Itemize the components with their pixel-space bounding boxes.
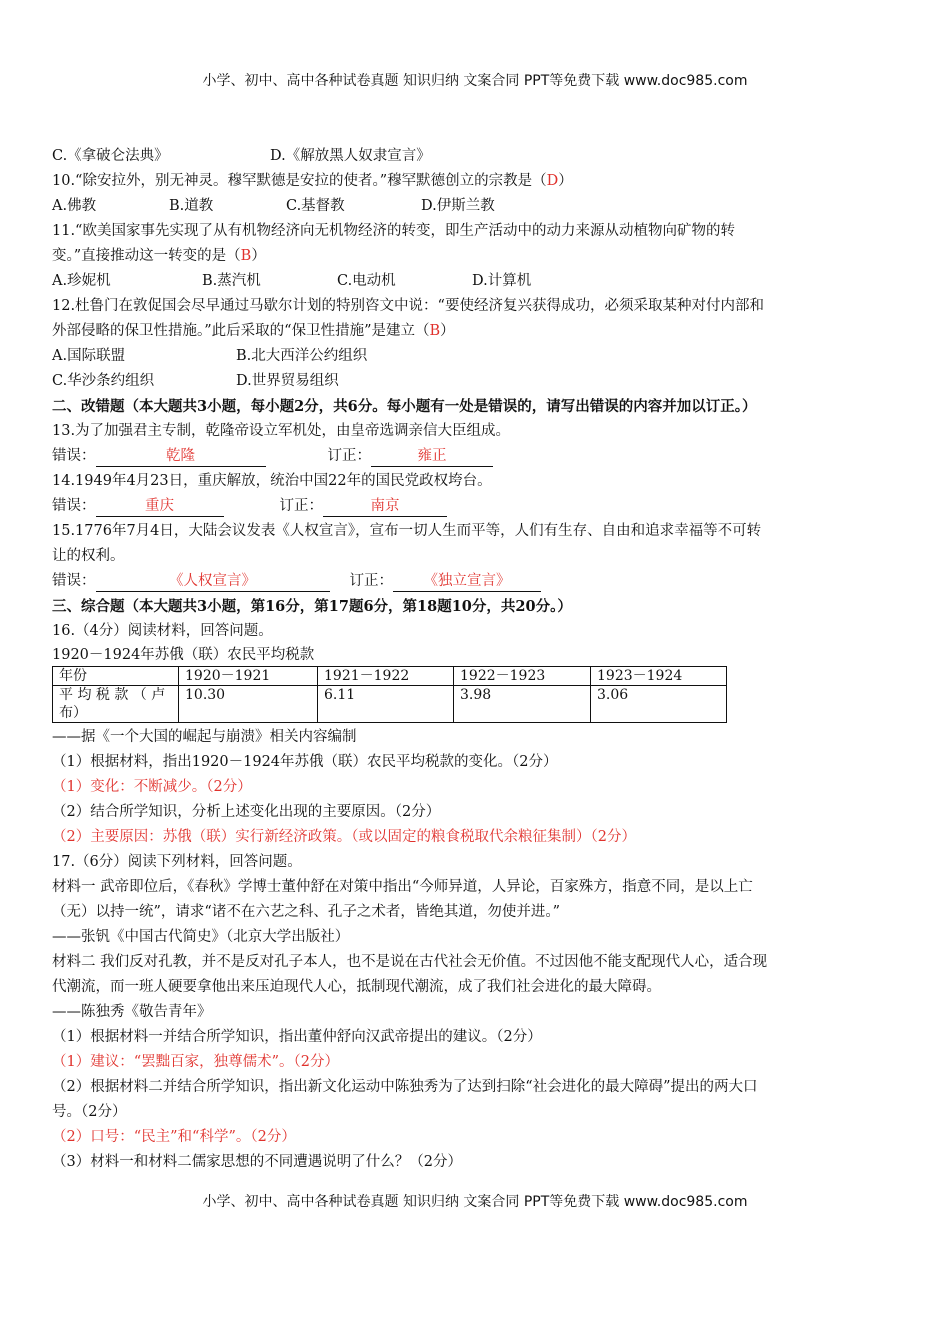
q14-fix: 南京 (323, 496, 447, 517)
table-cell: 10.30 (179, 686, 318, 723)
q17-material1-line2: （无）以持一统”，请求“诸不在六艺之科、孔子之术者，皆绝其道，勿使并进。” (52, 904, 560, 920)
q17-sub3: （3）材料一和材料二儒家思想的不同遭遇说明了什么？（2分） (52, 1154, 462, 1170)
q17-material2-line2: 代潮流，而一班人硬要拿他出来压迫现代人心，抵制现代潮流，成了我们社会进化的最大障碍。 (52, 979, 661, 995)
q9-option-d: D.《解放黑人奴隶宣言》 (270, 148, 431, 164)
q12-option-d: D.世界贸易组织 (236, 373, 339, 389)
table-header-cell: 年份 (53, 667, 179, 686)
table-header-cell: 1923－1924 (591, 667, 727, 686)
table-header-cell: 1921－1922 (318, 667, 454, 686)
q16-answer2: （2）主要原因：苏俄（联）实行新经济政策。（或以固定的粮食税取代余粮征集制）（2分） (52, 829, 636, 845)
q16-table-title: 1920－1924年苏俄（联）农民平均税款 (52, 647, 315, 663)
q17-material2-line1: 材料二 我们反对孔教，并不是反对孔子本人，也不是说在古代社会无价值。不过因他不能支配现代人心，适合现 (52, 954, 768, 970)
exam-content (52, 144, 900, 1175)
q13-fix: 雍正 (371, 446, 493, 467)
q16-sub2: （2）结合所学知识，分析上述变化出现的主要原因。（2分） (52, 804, 441, 820)
section2-title: 二、改错题（本大题共3小题，每小题2分，共6分。每小题有一处是错误的，请写出错误的内容并加以订正。） (52, 398, 757, 415)
q10-options (52, 194, 900, 219)
q12-option-a: A.国际联盟 (52, 348, 126, 364)
q17-answer2: （2）口号：“民主”和“科学”。（2分） (52, 1129, 296, 1145)
table-header-cell: 1922－1923 (454, 667, 591, 686)
q17-material2-source: ——陈独秀《敬告青年》 (52, 1004, 212, 1020)
q17-intro: 17.（6分）阅读下列材料，回答问题。 (52, 854, 302, 870)
q17-material1-source: ——张钒《中国古代简史》（北京大学出版社） (52, 929, 350, 945)
q12-stem-line1: 12.杜鲁门在敦促国会尽早通过马歇尔计划的特别咨文中说：“要使经济复兴获得成功，必须采取某种对付内部和 (52, 298, 764, 314)
q15-stem-line1: 15.1776年7月4日，大陆会议发表《人权宣言》，宣布一切人生而平等，人们有生存、自由和追求幸福等不可转 (52, 523, 762, 539)
q13-stem: 13.为了加强君主专制，乾隆帝设立军机处，由皇帝选调亲信大臣组成。 (52, 423, 511, 439)
q12-stem-line2: 外部侵略的保卫性措施。”此后采取的“保卫性措施”是建立（B） (52, 323, 455, 339)
q11-option-c: C.电动机 (337, 273, 396, 289)
table-row (53, 686, 727, 723)
q12-option-b: B.北大西洋公约组织 (236, 348, 368, 364)
q10-option-d: D.伊斯兰教 (421, 198, 495, 214)
q11-options (52, 269, 900, 294)
q11-answer: B (240, 248, 252, 264)
table-cell: 6.11 (318, 686, 454, 723)
q12-options-cd (52, 369, 900, 394)
q10-answer: D (546, 173, 559, 189)
table-header-row (53, 667, 727, 686)
q14-answer-line: 错误： 重庆 订正： 南京 (52, 494, 900, 519)
q14-error: 重庆 (96, 496, 224, 517)
table-row-label: 平 均 税 款 （ 卢 布） (53, 686, 179, 723)
q16-sub1: （1）根据材料，指出1920－1924年苏俄（联）农民平均税款的变化。（2分） (52, 754, 558, 770)
q12-options-ab (52, 344, 900, 369)
q17-material1-line1: 材料一 武帝即位后，《春秋》学博士董仲舒在对策中指出“今师异道，人异论，百家殊方，指意不同，是以上亡 (52, 879, 753, 895)
q17-sub1: （1）根据材料一并结合所学知识，指出董仲舒向汉武帝提出的建议。（2分） (52, 1029, 542, 1045)
q12-answer: B (429, 323, 441, 339)
q10-stem: 10.“除安拉外，别无神灵。穆罕默德是安拉的使者。”穆罕默德创立的宗教是（D） (52, 173, 573, 189)
q10-option-b: B.道教 (169, 198, 214, 214)
section3-title: 三、综合题（本大题共3小题，第16分，第17题6分，第18题10分，共20分。） (52, 598, 572, 615)
q11-stem-line1: 11.“欧美国家事先实现了从有机物经济向无机物经济的转变，即生产活动中的动力来源从动植物向矿物的转 (52, 223, 735, 239)
q11-option-b: B.蒸汽机 (202, 273, 261, 289)
q16-answer1: （1）变化：不断减少。（2分） (52, 779, 252, 795)
q15-answer-line: 错误： 《人权宣言》 订正： 《独立宣言》 (52, 569, 900, 594)
q14-stem: 14.1949年4月23日，重庆解放，统治中国22年的国民党政权垮台。 (52, 473, 492, 489)
tax-table (52, 666, 727, 723)
q17-sub2-line2: 号。（2分） (52, 1104, 127, 1120)
q16-source: ——据《一个大国的崛起与崩溃》相关内容编制 (52, 729, 357, 745)
q17-sub2-line1: （2）根据材料二并结合所学知识，指出新文化运动中陈独秀为了达到扫除“社会进化的最大障碍”提出的两大口 (52, 1079, 758, 1095)
q10-option-c: C.基督教 (286, 198, 345, 214)
q9-option-c: C.《拿破仑法典》 (52, 148, 169, 164)
q17-answer1: （1）建议：“罢黜百家，独尊儒术”。（2分） (52, 1054, 340, 1070)
table-cell: 3.98 (454, 686, 591, 723)
table-cell: 3.06 (591, 686, 727, 723)
q11-option-a: A.珍妮机 (52, 273, 111, 289)
q13-error: 乾隆 (96, 446, 266, 467)
q16-intro: 16.（4分）阅读材料，回答问题。 (52, 623, 273, 639)
table-header-cell: 1920－1921 (179, 667, 318, 686)
q12-option-c: C.华沙条约组织 (52, 373, 155, 389)
q15-fix: 《独立宣言》 (393, 571, 541, 592)
q10-option-a: A.佛教 (52, 198, 97, 214)
q13-answer-line: 错误： 乾隆 订正： 雍正 (52, 444, 900, 469)
q15-error: 《人权宣言》 (96, 571, 330, 592)
q11-option-d: D.计算机 (472, 273, 532, 289)
page-header: 小学、初中、高中各种试卷真题 知识归纳 文案合同 PPT等免费下载 www.doc985.com (202, 73, 748, 89)
page-footer: 小学、初中、高中各种试卷真题 知识归纳 文案合同 PPT等免费下载 www.doc985.com (202, 1194, 748, 1210)
q11-stem-line2: 变。”直接推动这一转变的是（B） (52, 248, 266, 264)
q15-stem-line2: 让的权利。 (52, 548, 125, 564)
q9-options (52, 144, 900, 169)
